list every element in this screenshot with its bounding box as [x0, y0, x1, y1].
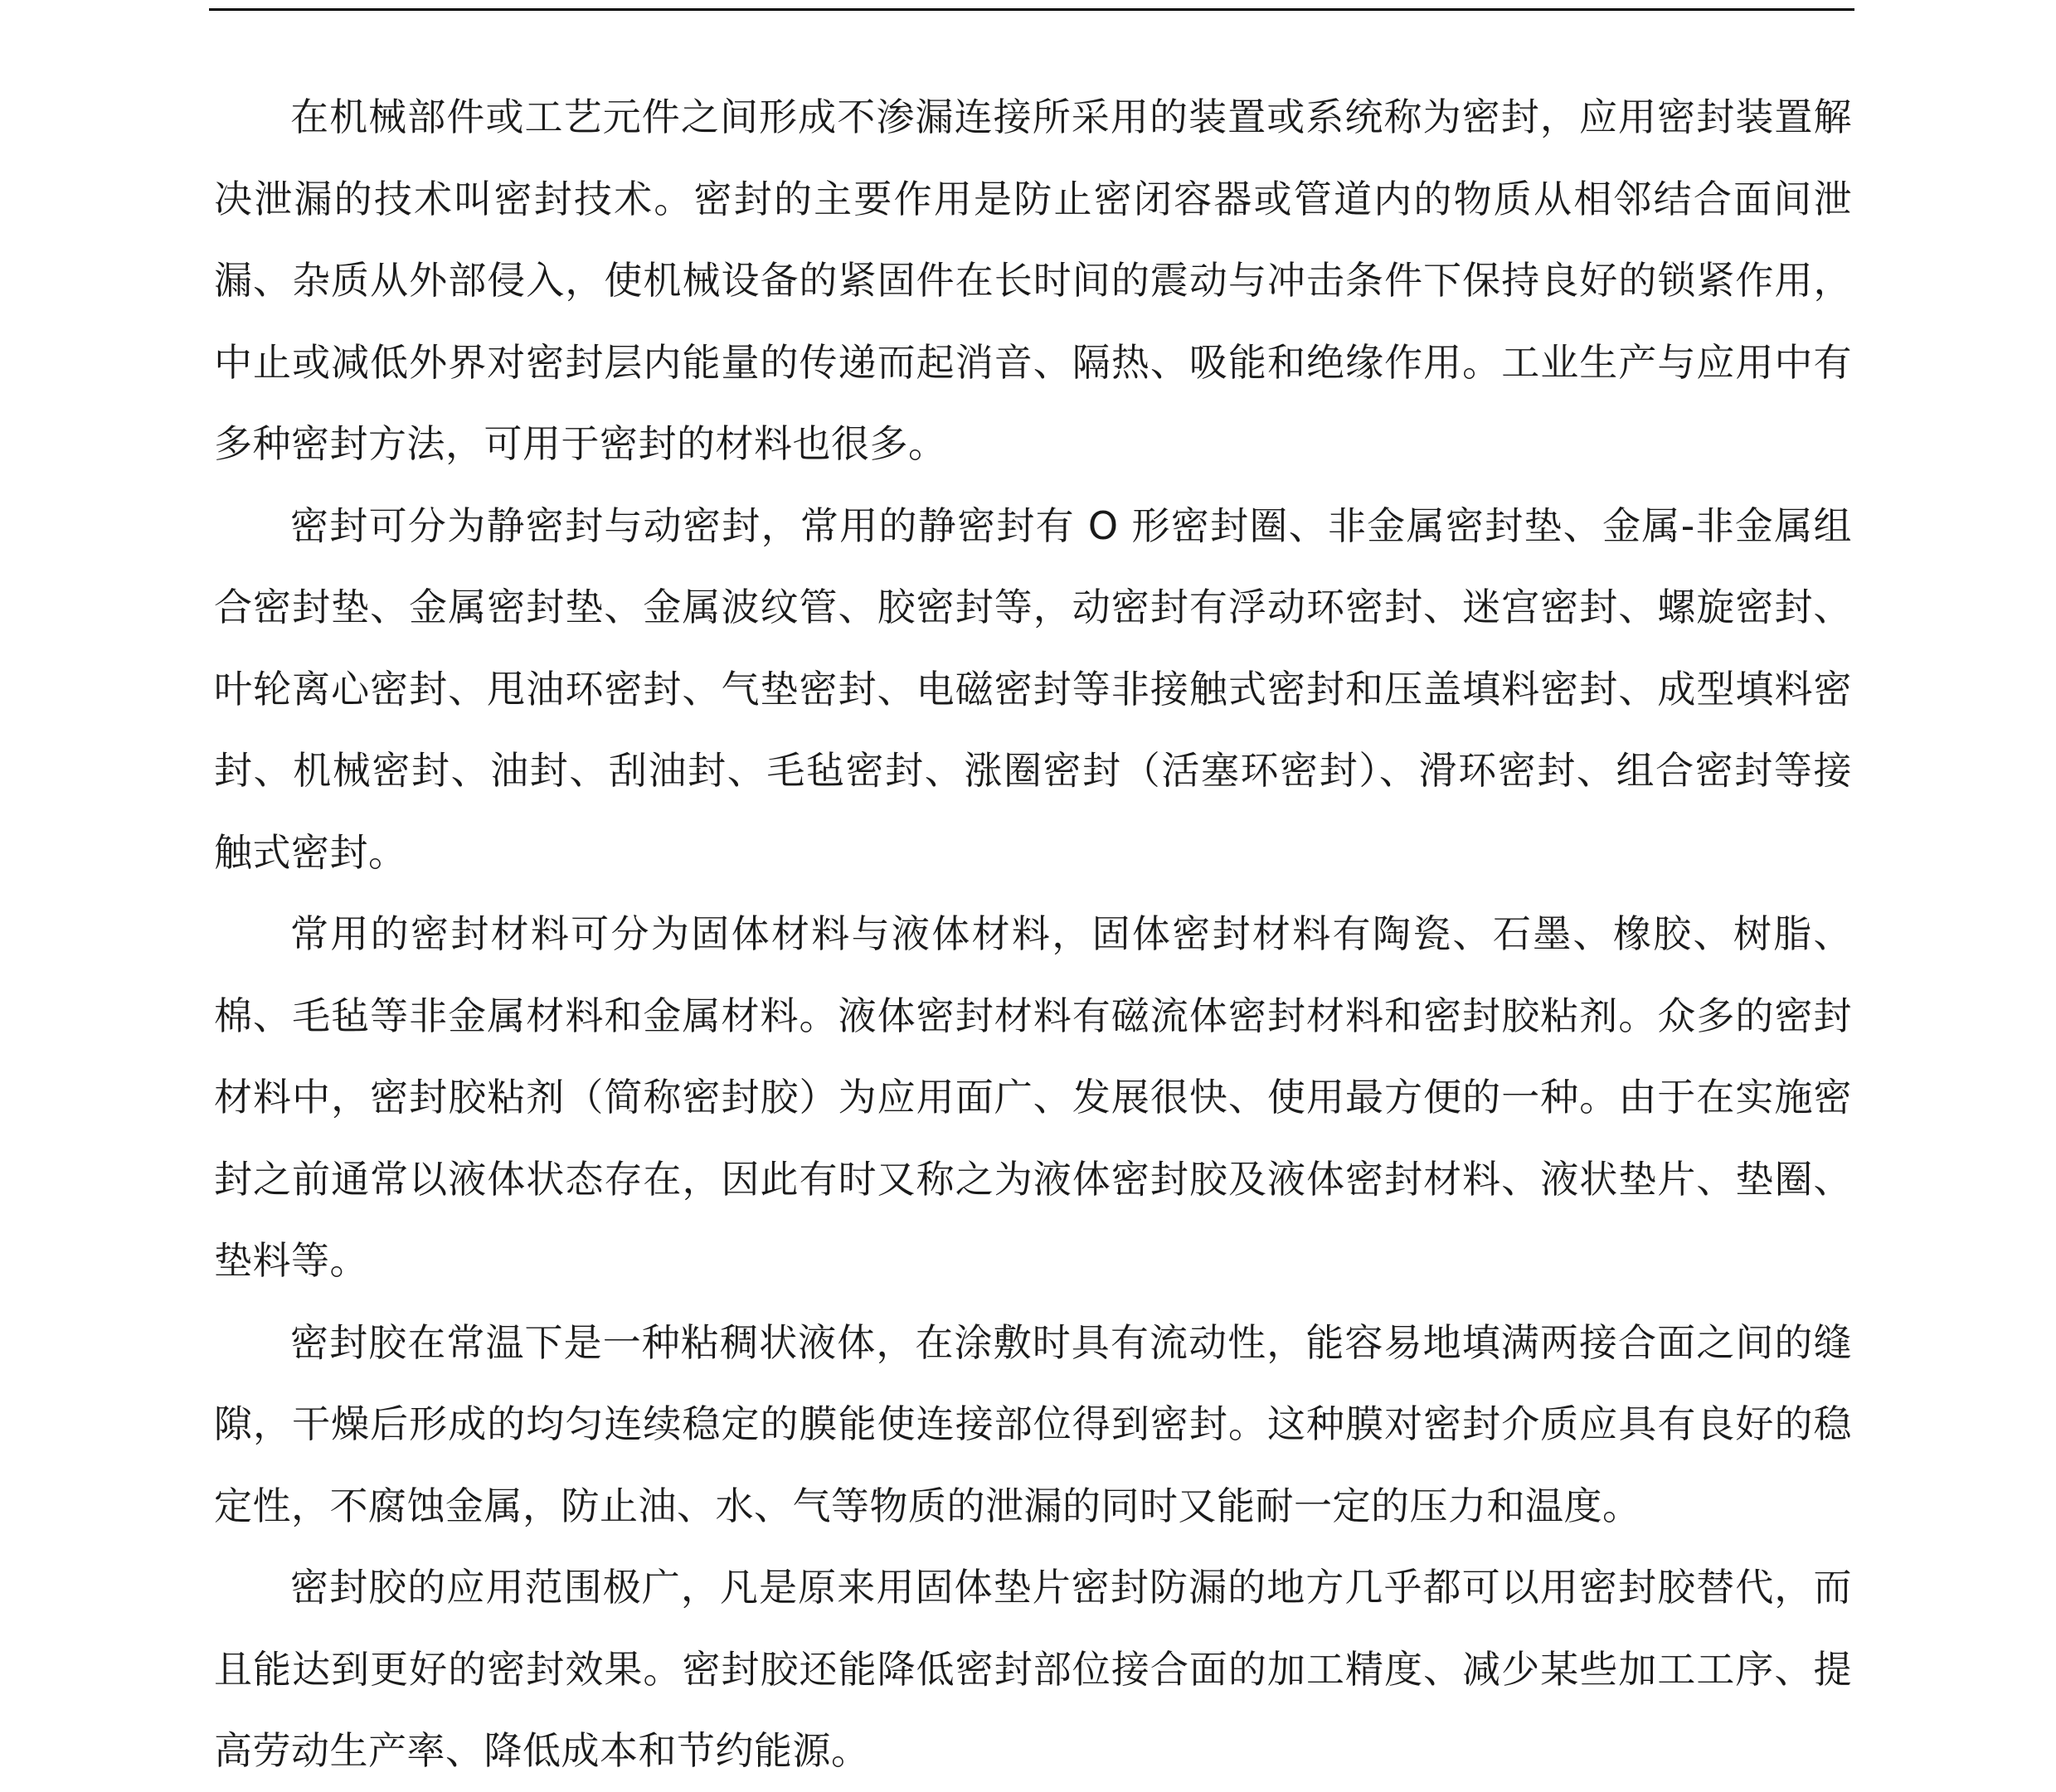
paragraph-4: 密封胶在常温下是一种粘稠状液体，在涂敷时具有流动性，能容易地填满两接合面之间的缝隙，干燥后形成的均匀连续稳定的膜能使连接部位得到密封。这种膜对密封介质应具有良好的稳定性，不腐蚀金属，防止油、水、气等物质的泄漏的同时又能耐一定的压力和温度。: [214, 1319, 1852, 1528]
paragraph-1: 在机械部件或工艺元件之间形成不渗漏连接所采用的装置或系统称为密封，应用密封装置解决泄漏的技术叫密封技术。密封的主要作用是防止密闭容器或管道内的物质从相邻结合面间泄漏、杂质从外部侵入，使机械设备的紧固件在长时间的震动与冲击条件下保持良好的锁紧作用，中止或减低外界对密封层内能量的传递而起消音、隔热、吸能和绝缘作用。工业生产与应用中有多种密封方法，可用于密封的材料也很多。: [214, 95, 1852, 466]
document-body: [214, 76, 1852, 1792]
paragraph-2: 密封可分为静密封与动密封，常用的静密封有 O 形密封圈、非金属密封垫、金属-非金属组合密封垫、金属密封垫、金属波纹管、胶密封等，动密封有浮动环密封、迷宫密封、螺旋密封、叶轮离心密封、甩油环密封、气垫密封、电磁密封等非接触式密封和压盖填料密封、成型填料密封、机械密封、油封、刮油封、毛毡密封、涨圈密封（活塞环密封）、滑环密封、组合密封等接触式密封。: [214, 503, 1852, 875]
header-rule: [209, 8, 1854, 11]
paragraph-5: 密封胶的应用范围极广，凡是原来用固体垫片密封防漏的地方几乎都可以用密封胶替代，而且能达到更好的密封效果。密封胶还能降低密封部位接合面的加工精度、减少某些加工工序、提高劳动生产率、降低成本和节约能源。: [214, 1565, 1852, 1773]
paragraph-3: 常用的密封材料可分为固体材料与液体材料，固体密封材料有陶瓷、石墨、橡胶、树脂、棉、毛毡等非金属材料和金属材料。液体密封材料有磁流体密封材料和密封胶粘剂。众多的密封材料中，密封胶粘剂（简称密封胶）为应用面广、发展很快、使用最方便的一种。由于在实施密封之前通常以液体状态存在，因此有时又称之为液体密封胶及液体密封材料、液状垫片、垫圈、垫料等。: [214, 911, 1852, 1283]
